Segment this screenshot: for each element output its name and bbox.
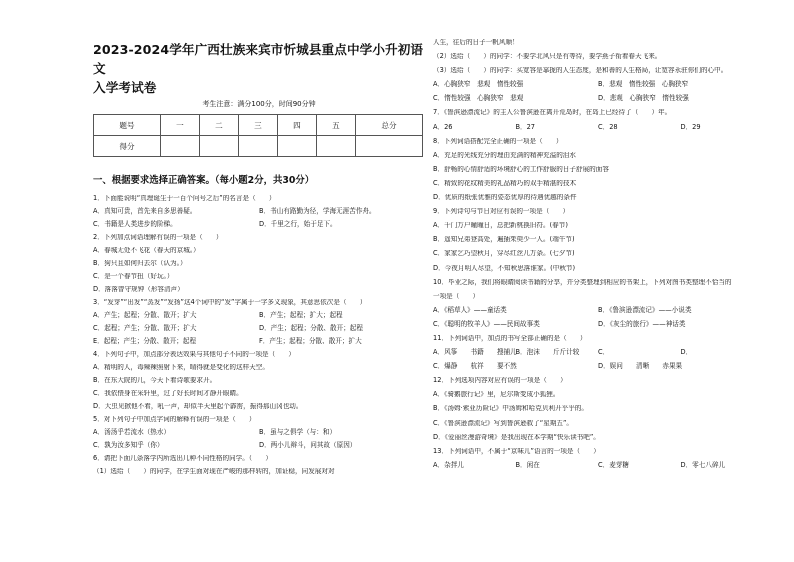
score-cell[interactable] [199, 136, 238, 157]
question-line: 人生，往后的日子一帆风顺！ [433, 39, 519, 46]
question-line: A．春城无处不飞花（春天的京城。） [93, 246, 200, 254]
question-line: 8．下列词语搭配完全正确的一项是（ ） [433, 137, 563, 145]
question-line: C．是一个春节扭（好玩。） [93, 272, 174, 280]
option-row [93, 338, 425, 351]
answer-option: B．闲在 [515, 460, 540, 469]
answer-option: C．《聪明的牧羊人》——民间故事类 [433, 319, 540, 328]
question-line: A．精明的人，毒辣辣照射下来，晴得就是变化的这样天空。 [93, 363, 269, 371]
question-line: 1．下面能说明“真理诞生于一百个问号之后”的名言是（ ） [93, 194, 276, 202]
answer-option: D．娱问 清晰 赤果果 [598, 362, 683, 371]
answer-option: A．杂拌儿 [433, 460, 464, 469]
answer-option: A．风筝 书籍 搜捕儿 [433, 348, 517, 357]
answer-option: D．千里之行，始于足下。 [259, 219, 337, 228]
answer-option: D．《灰尘的旅行》——神话类 [598, 319, 686, 328]
answer-option: C．爆静 杭祥 要不然 [433, 362, 517, 371]
score-table-score-row [94, 136, 423, 157]
option-row [93, 325, 425, 338]
answer-option: C．麦芽糖 [598, 460, 629, 469]
exam-notice: 考生注意：满分100分，时间90分钟 [202, 100, 316, 108]
title-line-2: 入学考试卷 [93, 80, 157, 95]
answer-option: D．零七八碎儿 [680, 460, 726, 469]
question-line: 一项是（ ） [433, 292, 480, 300]
answer-option: A．心胸狭窄 悲观 惰性较强 [433, 80, 524, 89]
score-cell: 题号 [94, 115, 161, 136]
score-cell[interactable] [355, 136, 422, 157]
left-questions [93, 195, 425, 481]
answer-option: B．泡沫 斤斤计较 [515, 348, 580, 357]
score-table [93, 114, 423, 157]
answer-option: B．悲观 惰性较强 心胸狭窄 [598, 80, 689, 89]
page-title [93, 40, 425, 97]
question-line: D．大虫见掀他不着，吼一声，却似半天里起个霹雳，振得那山冈也动。 [93, 402, 303, 410]
option-row [433, 124, 763, 138]
question-line: 12．下列选项内容对应有误的一项是（ ） [433, 377, 567, 385]
title-line-1: 2023-2024学年广西壮族来宾市忻城县重点中学小升初语文 [93, 42, 424, 76]
right-column [433, 39, 763, 476]
answer-option: D．悲观 心胸狭窄 惰性较强 [598, 94, 689, 103]
answer-option: A．26 [433, 122, 453, 131]
option-row [433, 307, 763, 321]
question-line: D．优质的纸张优雅的姿态优厚的待遇优越的条件 [433, 194, 577, 202]
answer-option: D．两小儿辩斗，问其故（原因） [259, 440, 357, 449]
question-line: C．家家乞巧望秋月，穿尽红丝几万条。(七夕节) [433, 250, 575, 258]
score-cell: 总分 [355, 115, 422, 136]
question-line: （3）选给（ ）的同学：买宽容是靠拢的人生态度，是和善的人生格局，让宽容永驻你们的心中。 [433, 67, 728, 75]
answer-option: C． [598, 348, 610, 357]
answer-option: B．虽与之俱学（与：和） [259, 427, 337, 436]
score-cell: 一 [160, 115, 199, 136]
question-line: 4．下列句子中，加点部分表达效果与其他句子不同的一项是（ ） [93, 350, 296, 358]
question-line: 6．请把下面几条落学内所选出几种不同性格的同学。（ ） [93, 454, 272, 462]
question-line: 2．下列加点词语理解有误的一项是（ ） [93, 233, 223, 241]
question-line: 13．下列词语中，不属于“京味儿”语言的一项是（ ） [433, 447, 600, 455]
option-row [93, 312, 425, 325]
answer-option: F．产生；起程；分散、散开；扩大 [259, 336, 362, 345]
question-line: B．在东大院的几，今天下着诗歌要求开。 [93, 376, 217, 384]
question-line: A．千门万户曈曈日，总把新桃换旧符。(春节) [433, 222, 568, 230]
question-line: D．《爱丽丝漫游奇境》是我出现在本学期“快乐读书吧”。 [433, 433, 600, 441]
question-line: B．遥知兄弟登高处，遍插茱萸少一人。(端午节) [433, 236, 575, 244]
option-row [433, 321, 763, 335]
answer-option: A．汤汤乎若流水（热水） [93, 427, 171, 436]
question-line: 10．毕业之际，我们将眼睛阅读书籍的分享，并分类整理到相应的书架上，下列对图书类整理不恰当的 [433, 278, 732, 286]
question-line: A．充足的光线充分的理由充满的精神充溢的泪水 [433, 151, 576, 159]
score-cell: 三 [238, 115, 277, 136]
question-line: D．今夜月明人尽望，不知秋思落谁家。(中秋节) [433, 264, 576, 272]
option-row [93, 208, 425, 221]
score-cell[interactable] [238, 136, 277, 157]
option-row [433, 95, 763, 109]
score-cell: 二 [199, 115, 238, 136]
question-line: （2）选给（ ）的同学：不要学北风只是有等待，要学燕子衔着春天飞来。 [433, 53, 662, 61]
answer-option [681, 363, 764, 377]
section-title: 一、根据要求选择正确答案。（每小题2分，共30分） [93, 175, 315, 187]
answer-option: C．孰为汝多知乎（你） [93, 440, 164, 449]
answer-option: B．《鲁滨逊漂流记》——小说类 [598, 305, 692, 314]
left-column [93, 38, 425, 481]
answer-option: C．起程；产生；分散、散开；扩大 [93, 323, 197, 332]
question-line: B．舒畅的心情舒适的环境舒心的工作舒服的日子舒展的面容 [433, 165, 609, 173]
answer-option: A．《稻草人》——童话类 [433, 305, 507, 314]
question-line: B．狗只且如何归去尔（认为。） [93, 259, 187, 267]
question-line: C．《鲁滨逊漂流记》写到鲁滨逊救了“星期五”。 [433, 419, 574, 427]
question-line: D．落落曾守规钟（形容清声） [93, 285, 184, 293]
option-row [433, 363, 763, 377]
answer-option: C．书籍是人类进步的阶梯。 [93, 219, 177, 228]
question-line: C．精致的花纹精美的礼品精巧的双手精湛的技术 [433, 179, 577, 187]
question-line: （1）选给（ ）的同学，在学生面对现在严峻的那样转的，加证稳，同发展对对 [93, 467, 335, 475]
question-line: 3．“发芽”“出发”“蒸发”“发扬”这4个词中的“发”字属于一字多义现象，其意思依次是（ ） [93, 298, 367, 306]
option-row [433, 462, 763, 476]
question-line: 7．《鲁滨逊漂流记》的主人公鲁滨逊在离开荒岛时，在岛上已经待了（ ）年。 [433, 109, 672, 117]
score-cell: 四 [277, 115, 316, 136]
answer-option [516, 363, 599, 377]
answer-option: D．29 [680, 122, 701, 131]
option-row [93, 429, 425, 442]
score-table-header-row [94, 115, 423, 136]
score-cell[interactable] [277, 136, 316, 157]
score-cell: 五 [316, 115, 355, 136]
score-cell[interactable] [316, 136, 355, 157]
question-line: 9．下列诗句与节日对应有误的一项是（ ） [433, 208, 570, 216]
answer-option: C．28 [598, 122, 618, 131]
answer-option: E．起程；产生；分散、散开；起程 [93, 336, 197, 345]
question-line: C．我依偎身在采轩里，过了好长时间才静开眼睛。 [93, 389, 243, 397]
answer-option: A．产生；起程；分散、散开；扩大 [93, 310, 197, 319]
answer-option: B．产生；起程；扩大；起程 [259, 310, 343, 319]
answer-option: C．惰性较强 心胸狭窄 悲观 [433, 94, 524, 103]
score-cell[interactable] [160, 136, 199, 157]
option-row [93, 221, 425, 234]
answer-option: D．产生；起程；分散、散开；起程 [259, 323, 363, 332]
question-line: 11．下列词语中，加点的书写全部正确的是（ ） [433, 334, 587, 342]
answer-option: B．27 [515, 122, 536, 131]
right-questions [433, 39, 763, 476]
answer-option: A．真知可贵，首先来自多思善疑。 [93, 206, 197, 215]
option-row [93, 442, 425, 455]
question-line: A．《骑鹅旅行记》里，尼尔斯变成小狐狸。 [433, 391, 560, 399]
question-line: B．《汤姆·索亚历险记》中汤姆和哈克贝利开乎乎的。 [433, 405, 588, 413]
answer-option: D． [680, 348, 693, 357]
answer-option: B．书山有路勤为径，学海无涯苦作舟。 [259, 206, 376, 215]
score-cell: 得分 [94, 136, 161, 157]
question-line: 5．对下列句子中加点字词的解释有误的一项是（ ） [93, 415, 256, 423]
